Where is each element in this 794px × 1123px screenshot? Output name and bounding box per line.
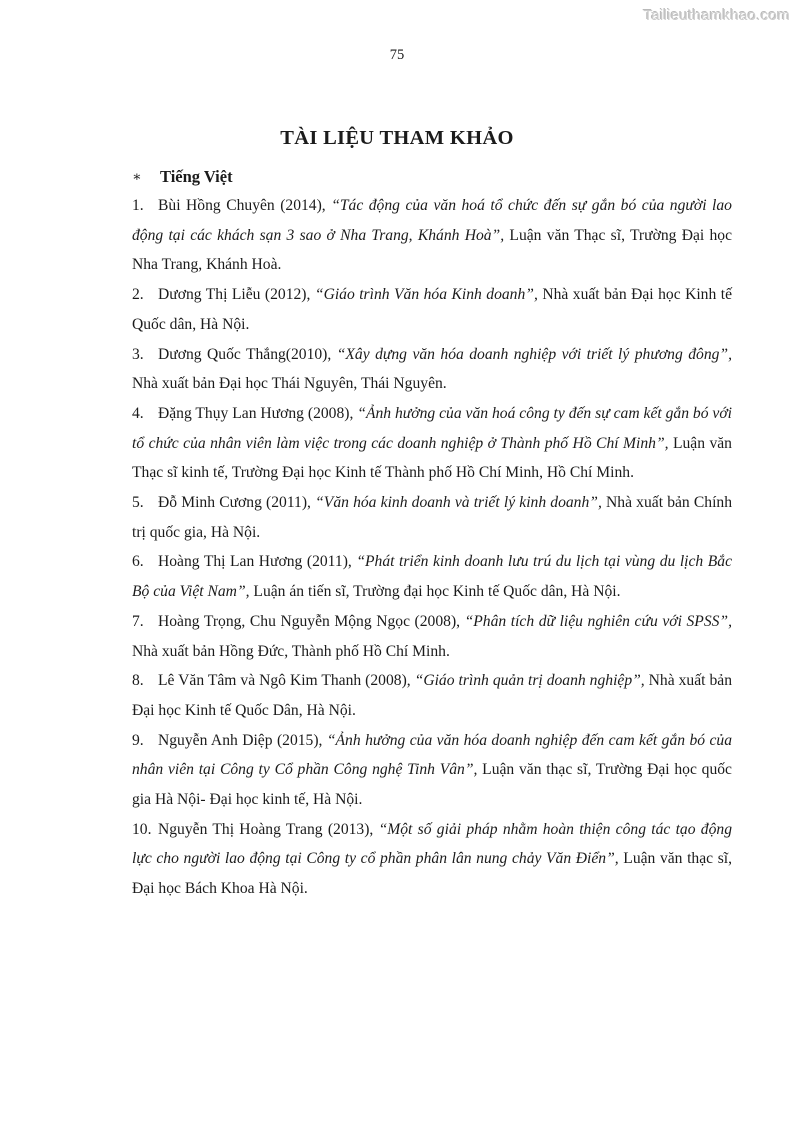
- reference-text: Bùi Hồng Chuyên (2014),: [158, 197, 332, 214]
- reference-text: Luận văn Thạc sĩ kinh tế, Trường Đại học Kinh tế Thành phố Hồ Chí Minh, Hồ Chí Minh.: [132, 434, 732, 482]
- reference-title: “Ảnh hưởng của văn hóa doanh nghiệp đến cam kết gắn bó của nhân viên tại Công ty Cổ phần Công nghệ Tinh Vân”,: [132, 731, 732, 779]
- reference-text: Đặng Thụy Lan Hương (2008),: [158, 404, 358, 422]
- asterisk-marker: ∗: [132, 170, 142, 185]
- reference-number: 1.: [132, 197, 144, 214]
- reference-title: “Một số giải pháp nhằm hoàn thiện công tác tạo động lực cho người lao động tại Công ty cổ phần phân lân nung chảy Văn Điển”,: [132, 820, 732, 868]
- reference-title: “Giáo trình Văn hóa Kinh doanh”,: [314, 286, 538, 304]
- reference-number: 2.: [132, 286, 144, 304]
- reference-text: Luận văn thạc sĩ, Trường Đại học quốc gia Hà Nội- Đại học kinh tế, Hà Nội.: [132, 761, 732, 809]
- reference-item: [132, 607, 732, 666]
- reference-number: 9.: [132, 731, 144, 749]
- reference-item: [132, 191, 732, 280]
- reference-text: Nhà xuất bản Đại học Thái Nguyên, Thái Nguyên.: [132, 375, 447, 393]
- section-heading: [132, 167, 732, 187]
- section-heading-label: Tiếng Việt: [160, 167, 233, 186]
- reference-text: Dương Quốc Thắng(2010),: [158, 345, 337, 363]
- reference-text: Hoàng Trọng, Chu Nguyễn Mộng Ngọc (2008),: [158, 612, 465, 630]
- reference-text: Hoàng Thị Lan Hương (2011),: [158, 553, 357, 571]
- reference-number: 5.: [132, 494, 144, 512]
- reference-text: Nhà xuất bản Đại học Kinh tế Quốc Dân, Hà Nội.: [132, 672, 732, 719]
- reference-text: Nguyễn Thị Hoàng Trang (2013),: [158, 820, 379, 838]
- reference-number: 4.: [132, 404, 144, 422]
- reference-text: Nhà xuất bản Đại học Kinh tế Quốc dân, Hà Nội.: [132, 286, 733, 333]
- reference-text: Luận văn thạc sĩ, Đại học Bách Khoa Hà Nội.: [132, 850, 732, 898]
- reference-number: 3.: [132, 345, 144, 363]
- reference-text: Dương Thị Liễu (2012),: [158, 286, 315, 304]
- reference-item: [132, 488, 732, 547]
- reference-title: “Phát triển kinh doanh lưu trú du lịch tại vùng du lịch Bắc Bộ của Việt Nam”,: [132, 553, 732, 601]
- reference-number: 10.: [132, 820, 152, 838]
- reference-item: [132, 547, 732, 606]
- reference-text: Đỗ Minh Cương (2011),: [158, 494, 316, 512]
- page-number: 75: [389, 47, 405, 63]
- reference-list: [132, 191, 732, 904]
- reference-item: [132, 815, 732, 904]
- reference-text: Nhà xuất bản Chính trị quốc gia, Hà Nội.: [132, 494, 733, 541]
- reference-number: 8.: [132, 672, 144, 690]
- reference-title: “Ảnh hưởng của văn hoá công ty đến sự cam kết gắn bó với tổ chức của nhân viên làm việc trong các doanh nghiệp ở Thành phố Hồ Chí Minh”,: [132, 404, 733, 452]
- page-title: TÀI LIỆU THAM KHẢO: [280, 127, 514, 149]
- reference-item: [132, 340, 732, 399]
- reference-item: [132, 666, 732, 725]
- reference-title: “Văn hóa kinh doanh và triết lý kinh doanh”,: [315, 494, 602, 512]
- reference-title: “Tác động của văn hoá tổ chức đến sự gắn bó của người lao động tại các khách sạn 3 sao ở Nha Trang, Khánh Hoà”,: [132, 197, 732, 244]
- reference-text: Nhà xuất bản Hồng Đức, Thành phố Hồ Chí Minh.: [132, 642, 450, 660]
- reference-text: Luận án tiến sĩ, Trường đại học Kinh tế Quốc dân, Hà Nội.: [249, 583, 621, 601]
- reference-title: “Giáo trình quản trị doanh nghiệp”,: [414, 672, 645, 690]
- reference-item: [132, 726, 732, 815]
- reference-text: Luận văn Thạc sĩ, Trường Đại học Nha Trang, Khánh Hoà.: [132, 226, 732, 274]
- watermark: Tailieuthamkhao.com: [643, 7, 790, 24]
- reference-title: “Xây dựng văn hóa doanh nghiệp với triết lý phương đông”,: [336, 345, 732, 363]
- reference-text: Lê Văn Tâm và Ngô Kim Thanh (2008),: [158, 672, 415, 690]
- reference-title: “Phân tích dữ liệu nghiên cứu với SPSS”,: [464, 612, 732, 630]
- reference-item: [132, 399, 732, 488]
- reference-number: 7.: [132, 612, 144, 630]
- reference-number: 6.: [132, 553, 144, 571]
- reference-item: [132, 280, 732, 339]
- reference-text: Nguyễn Anh Diệp (2015),: [158, 731, 327, 749]
